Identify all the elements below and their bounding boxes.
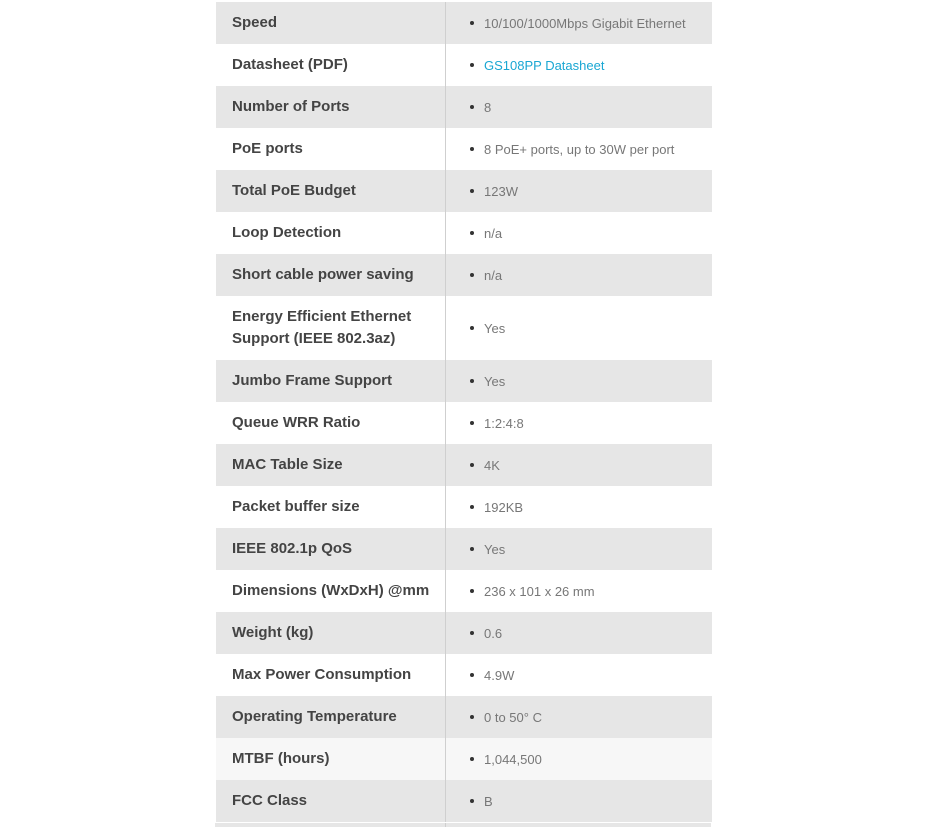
spec-row-mac-table-size [216, 444, 712, 486]
spec-value: 1,044,500 [484, 751, 542, 767]
spec-value-cell [446, 738, 712, 780]
spec-label: Energy Efficient Ethernet Support (IEEE 802.3az) [216, 296, 446, 360]
spec-row-short-cable-power-saving [216, 254, 712, 296]
spec-value: Yes [484, 541, 506, 557]
spec-value-cell [446, 486, 712, 528]
spec-label: Total PoE Budget [216, 170, 446, 212]
spec-value-cell [446, 402, 712, 444]
spec-value: n/a [484, 267, 503, 283]
spec-label: MTBF (hours) [216, 738, 446, 780]
table-bottom-edge [215, 823, 711, 827]
column-divider [445, 823, 446, 827]
spec-value: 192KB [484, 499, 524, 515]
bullet-dot-icon [470, 505, 474, 509]
spec-row-weight [216, 612, 712, 654]
spec-row-fcc-class [216, 780, 712, 822]
spec-label: Operating Temperature [216, 696, 446, 738]
spec-value: 8 [484, 99, 492, 115]
bullet-dot-icon [470, 21, 474, 25]
bullet-dot-icon [470, 715, 474, 719]
spec-value: Yes [484, 320, 506, 336]
spec-row-jumbo-frame-support [216, 360, 712, 402]
spec-value: 4.9W [484, 667, 515, 683]
spec-label: PoE ports [216, 128, 446, 170]
spec-label: Loop Detection [216, 212, 446, 254]
spec-row-number-of-ports [216, 86, 712, 128]
spec-row-dimensions [216, 570, 712, 612]
bullet-dot-icon [470, 147, 474, 151]
bullet-dot-icon [470, 421, 474, 425]
spec-row-poe-ports [216, 128, 712, 170]
spec-label: Weight (kg) [216, 612, 446, 654]
spec-table [215, 2, 712, 822]
spec-value: 10/100/1000Mbps Gigabit Ethernet [484, 15, 686, 31]
spec-row-mtbf [216, 738, 712, 780]
bullet-dot-icon [470, 105, 474, 109]
spec-value-cell [446, 696, 712, 738]
spec-label: Datasheet (PDF) [216, 44, 446, 86]
bullet-dot-icon [470, 231, 474, 235]
spec-row-datasheet [216, 44, 712, 86]
spec-row-packet-buffer-size [216, 486, 712, 528]
bullet-dot-icon [470, 547, 474, 551]
spec-value-cell [446, 654, 712, 696]
bullet-dot-icon [470, 589, 474, 593]
spec-value: 0.6 [484, 625, 503, 641]
spec-row-operating-temperature [216, 696, 712, 738]
spec-value-cell [446, 254, 712, 296]
spec-label: Dimensions (WxDxH) @mm [216, 570, 446, 612]
spec-value-cell [446, 360, 712, 402]
spec-value-cell [446, 2, 712, 44]
spec-row-loop-detection [216, 212, 712, 254]
spec-row-max-power-consumption [216, 654, 712, 696]
spec-label: IEEE 802.1p QoS [216, 528, 446, 570]
spec-value-cell [446, 296, 712, 360]
bullet-dot-icon [470, 189, 474, 193]
spec-value-cell [446, 528, 712, 570]
bullet-dot-icon [470, 63, 474, 67]
spec-label: Jumbo Frame Support [216, 360, 446, 402]
spec-value: n/a [484, 225, 503, 241]
spec-label: Short cable power saving [216, 254, 446, 296]
spec-value: 4K [484, 457, 500, 473]
bullet-dot-icon [470, 379, 474, 383]
spec-value-cell [446, 612, 712, 654]
datasheet-link[interactable]: GS108PP Datasheet [484, 57, 605, 73]
spec-value-cell [446, 212, 712, 254]
spec-value: Yes [484, 373, 506, 389]
spec-label: FCC Class [216, 780, 446, 822]
spec-value: 123W [484, 183, 518, 199]
bullet-dot-icon [470, 326, 474, 330]
spec-value-cell [446, 170, 712, 212]
spec-value-cell [446, 44, 712, 86]
spec-value-cell [446, 570, 712, 612]
spec-row-speed [216, 2, 712, 44]
spec-row-energy-efficient-ethernet [216, 296, 712, 360]
bullet-dot-icon [470, 273, 474, 277]
spec-value-cell [446, 780, 712, 822]
spec-label: Number of Ports [216, 86, 446, 128]
spec-row-queue-wrr-ratio [216, 402, 712, 444]
spec-value-cell [446, 128, 712, 170]
spec-label: Speed [216, 2, 446, 44]
spec-label: Packet buffer size [216, 486, 446, 528]
spec-label: Queue WRR Ratio [216, 402, 446, 444]
spec-value: 1:2:4:8 [484, 415, 524, 431]
bullet-dot-icon [470, 631, 474, 635]
bullet-dot-icon [470, 673, 474, 677]
bullet-dot-icon [470, 463, 474, 467]
spec-label: MAC Table Size [216, 444, 446, 486]
spec-row-total-poe-budget [216, 170, 712, 212]
bullet-dot-icon [470, 757, 474, 761]
spec-label: Max Power Consumption [216, 654, 446, 696]
spec-row-ieee-8021p-qos [216, 528, 712, 570]
bullet-dot-icon [470, 799, 474, 803]
spec-value-cell [446, 86, 712, 128]
spec-value: 8 PoE+ ports, up to 30W per port [484, 141, 675, 157]
spec-value: B [484, 793, 493, 809]
spec-value: 0 to 50° C [484, 709, 542, 725]
spec-value-cell [446, 444, 712, 486]
spec-value: 236 x 101 x 26 mm [484, 583, 595, 599]
